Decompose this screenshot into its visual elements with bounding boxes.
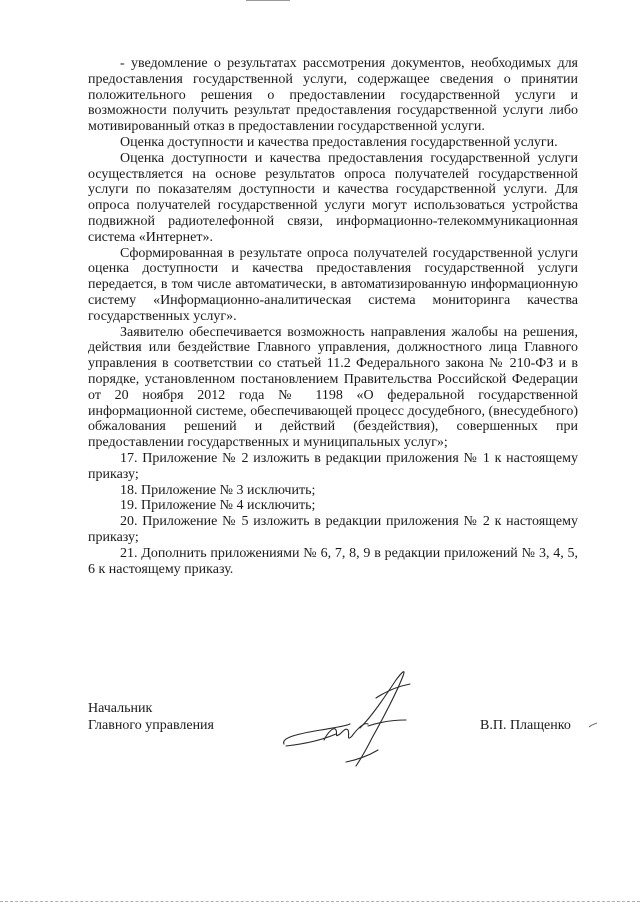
scan-edge-mark (246, 0, 290, 1)
paragraph-assessment-method: Оценка доступности и качества предоставления государственной услуги осуществляется на основе результатов опроса получателей государственной услуги по показателям доступности и качества государственной услуги. Для опроса получателей государственной услуги могут использоваться устройства подвижной радиотелефонной связи, информационно-телекоммуникационная система «Интернет». (88, 150, 578, 245)
position-line-1: Начальник (88, 701, 153, 716)
signatory-name: В.П. Плащенко (480, 718, 571, 733)
paragraph-assessment-transfer: Сформированная в результате опроса получателей государственной услуги оценка доступности и качества предоставления государственной услуги передается, в том числе автоматически, в автоматизированную информационную систему «Информационно-аналитическая система мониторинга качества государственных услуг». (88, 245, 578, 324)
paragraph-item-17: 17. Приложение № 2 изложить в редакции приложения № 1 к настоящему приказу; (88, 450, 578, 482)
scan-bottom-edge (0, 901, 640, 902)
paragraph-assessment-heading: Оценка доступности и качества предоставления государственной услуги. (120, 134, 558, 150)
signature-block (88, 700, 588, 790)
handwritten-signature-icon (276, 664, 416, 774)
paragraph-complaint: Заявителю обеспечивается возможность направления жалобы на решения, действия или бездействие Главного управления, должностного лица Главного управления в соответствии со статьей 11.2 Федерального закона № 210-ФЗ и в порядке, установленном постановлением Правительства Российской Федерации от 20 ноября 2012 года № 1198 «О федеральной государственной информационной системе, обеспечивающей процесс досудебного, (внесудебного) обжалования решений и действий (бездействия), совершенных при предоставлении государственных и муниципальных услуг»; (88, 324, 578, 451)
check-mark-icon (588, 722, 598, 730)
paragraph-item-21: 21. Дополнить приложениями № 6, 7, 8, 9 в редакции приложений № 3, 4, 5, 6 к настоящему приказу. (88, 545, 578, 577)
paragraph-notification: - уведомление о результатах рассмотрения документов, необходимых для предоставления государственной услуги, содержащее сведения о принятии положительного решения о предоставлении государственной услуги и возможности получить результат предоставления государственной услуги либо мотивированный отказ в предоставлении государственной услуги. (88, 56, 578, 135)
position-line-2: Главного управления (88, 718, 214, 733)
document-body (88, 56, 578, 577)
paragraph-item-20: 20. Приложение № 5 изложить в редакции приложения № 2 к настоящему приказу; (88, 514, 578, 545)
signatory-position (88, 700, 248, 734)
paragraph-item-18: 18. Приложение № 3 исключить; (120, 482, 316, 498)
paragraph-item-19: 19. Приложение № 4 исключить; (120, 498, 316, 514)
